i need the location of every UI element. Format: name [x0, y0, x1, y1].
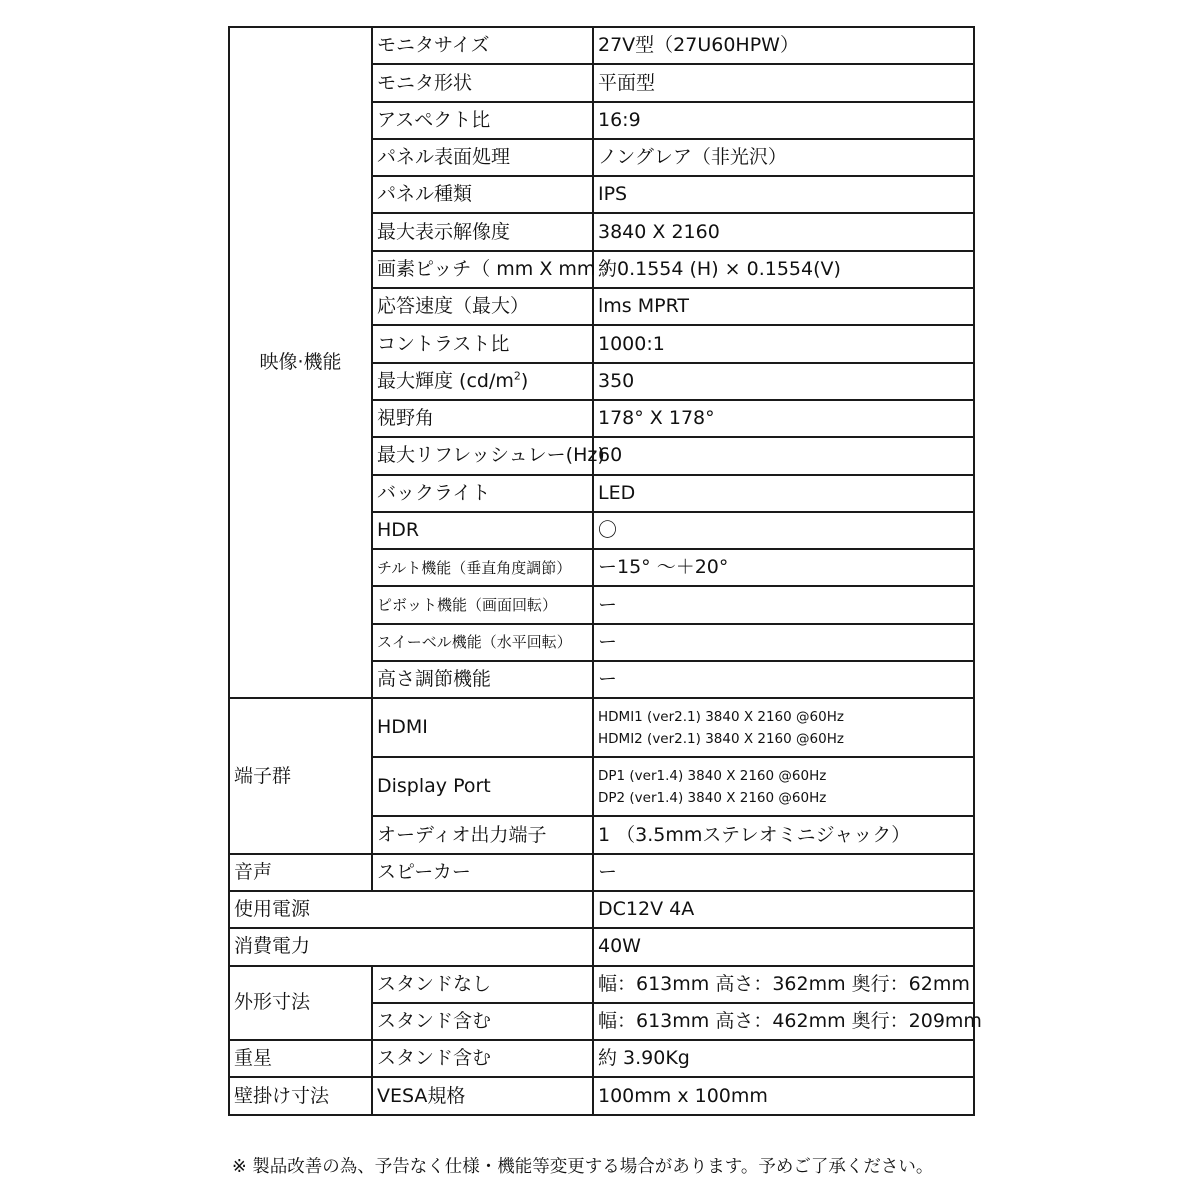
spec-value: 16:9 — [593, 102, 974, 139]
port-line: DP2 (ver1.4) 3840 X 2160 @60Hz — [598, 789, 827, 806]
category-consumption: 消費電力 — [229, 928, 593, 965]
spec-row — [229, 1040, 974, 1077]
spec-value: 350 — [593, 363, 974, 400]
spec-value: IPS — [593, 176, 974, 213]
spec-row — [229, 966, 974, 1003]
spec-label: 視野角 — [372, 400, 593, 437]
spec-value: 1000:1 — [593, 325, 974, 362]
spec-value-ports — [593, 757, 974, 816]
spec-label: モニタサイズ — [372, 27, 593, 64]
spec-label: スタンドなし — [372, 966, 593, 1003]
spec-value-ports — [593, 698, 974, 757]
port-line: HDMI2 (ver2.1) 3840 X 2160 @60Hz — [598, 730, 844, 747]
spec-table — [228, 26, 982, 1116]
spec-label-text: 最大輝度 (cd/m — [377, 369, 514, 392]
spec-row — [229, 1077, 974, 1114]
spec-value: ー15° ～＋20° — [593, 549, 974, 586]
spec-label: HDMI — [372, 698, 593, 757]
category-video: 映像·機能 — [229, 27, 372, 698]
spec-value: 27V型（27U60HPW） — [593, 27, 974, 64]
spec-label: 最大リフレッシュレー(Hz) — [372, 437, 593, 474]
spec-value: 約0.1554 (H) × 0.1554(V) — [593, 251, 974, 288]
spec-row — [229, 928, 974, 965]
spec-label: 応答速度（最大） — [372, 288, 593, 325]
spec-label: パネル表面処理 — [372, 139, 593, 176]
spec-value: 約 3.90Kg — [593, 1040, 974, 1077]
spec-value: 幅：613mm 高さ：462mm 奥行：209mm — [593, 1003, 974, 1040]
spec-label: モニタ形状 — [372, 64, 593, 101]
footnote: ※ 製品改善の為、予告なく仕様・機能等変更する場合があります。予めご了承ください。 — [232, 1157, 934, 1177]
spec-row — [229, 854, 974, 891]
spec-label: コントラスト比 — [372, 325, 593, 362]
spec-value: lms MPRT — [593, 288, 974, 325]
spec-label-sup: 2 — [513, 369, 521, 383]
category-wall: 壁掛け寸法 — [229, 1077, 372, 1114]
spec-value: 平面型 — [593, 64, 974, 101]
spec-value: ー — [593, 586, 974, 623]
spec-row — [229, 698, 974, 757]
spec-label: Display Port — [372, 757, 593, 816]
spec-label: スピーカー — [372, 854, 593, 891]
spec-value: DC12V 4A — [593, 891, 974, 928]
spec-label-suffix: ) — [520, 369, 529, 392]
spec-label: VESA規格 — [372, 1077, 593, 1114]
spec-value: 40W — [593, 928, 974, 965]
spec-value: 1 （3.5mmステレオミニジャック） — [593, 816, 974, 853]
spec-label: オーディオ出力端子 — [372, 816, 593, 853]
port-line: DP1 (ver1.4) 3840 X 2160 @60Hz — [598, 767, 827, 784]
spec-label: 最大表示解像度 — [372, 213, 593, 250]
category-sound: 音声 — [229, 854, 372, 891]
spec-label — [372, 363, 593, 400]
spec-value: ー — [593, 624, 974, 661]
spec-value: ー — [593, 854, 974, 891]
spec-value: 3840 X 2160 — [593, 213, 974, 250]
spec-value: LED — [593, 475, 974, 512]
category-ports: 端子群 — [229, 698, 372, 853]
spec-label: チルト機能（垂直角度調節） — [372, 549, 593, 586]
spec-label: スイーベル機能（水平回転） — [372, 624, 593, 661]
port-line: HDMI1 (ver2.1) 3840 X 2160 @60Hz — [598, 708, 844, 725]
category-dimensions: 外形寸法 — [229, 966, 372, 1041]
spec-value: ー — [593, 661, 974, 698]
spec-value: 幅：613mm 高さ：362mm 奥行：62mm — [593, 966, 974, 1003]
spec-value: 60 — [593, 437, 974, 474]
spec-label: スタンド含む — [372, 1003, 593, 1040]
spec-row — [229, 891, 974, 928]
spec-label: ピボット機能（画面回転） — [372, 586, 593, 623]
spec-value: 〇 — [593, 512, 974, 549]
category-power: 使用電源 — [229, 891, 593, 928]
spec-label: 高さ調節機能 — [372, 661, 593, 698]
spec-label: スタンド含む — [372, 1040, 593, 1077]
spec-value: 178° X 178° — [593, 400, 974, 437]
spec-label: HDR — [372, 512, 593, 549]
spec-label: パネル種類 — [372, 176, 593, 213]
category-weight: 重星 — [229, 1040, 372, 1077]
spec-value: ノングレア（非光沢） — [593, 139, 974, 176]
spec-label: 画素ピッチ（ mm X mm ） — [372, 251, 593, 288]
spec-label: アスペクト比 — [372, 102, 593, 139]
spec-row — [229, 27, 974, 64]
spec-value: 100mm x 100mm — [593, 1077, 974, 1114]
spec-label: バックライト — [372, 475, 593, 512]
